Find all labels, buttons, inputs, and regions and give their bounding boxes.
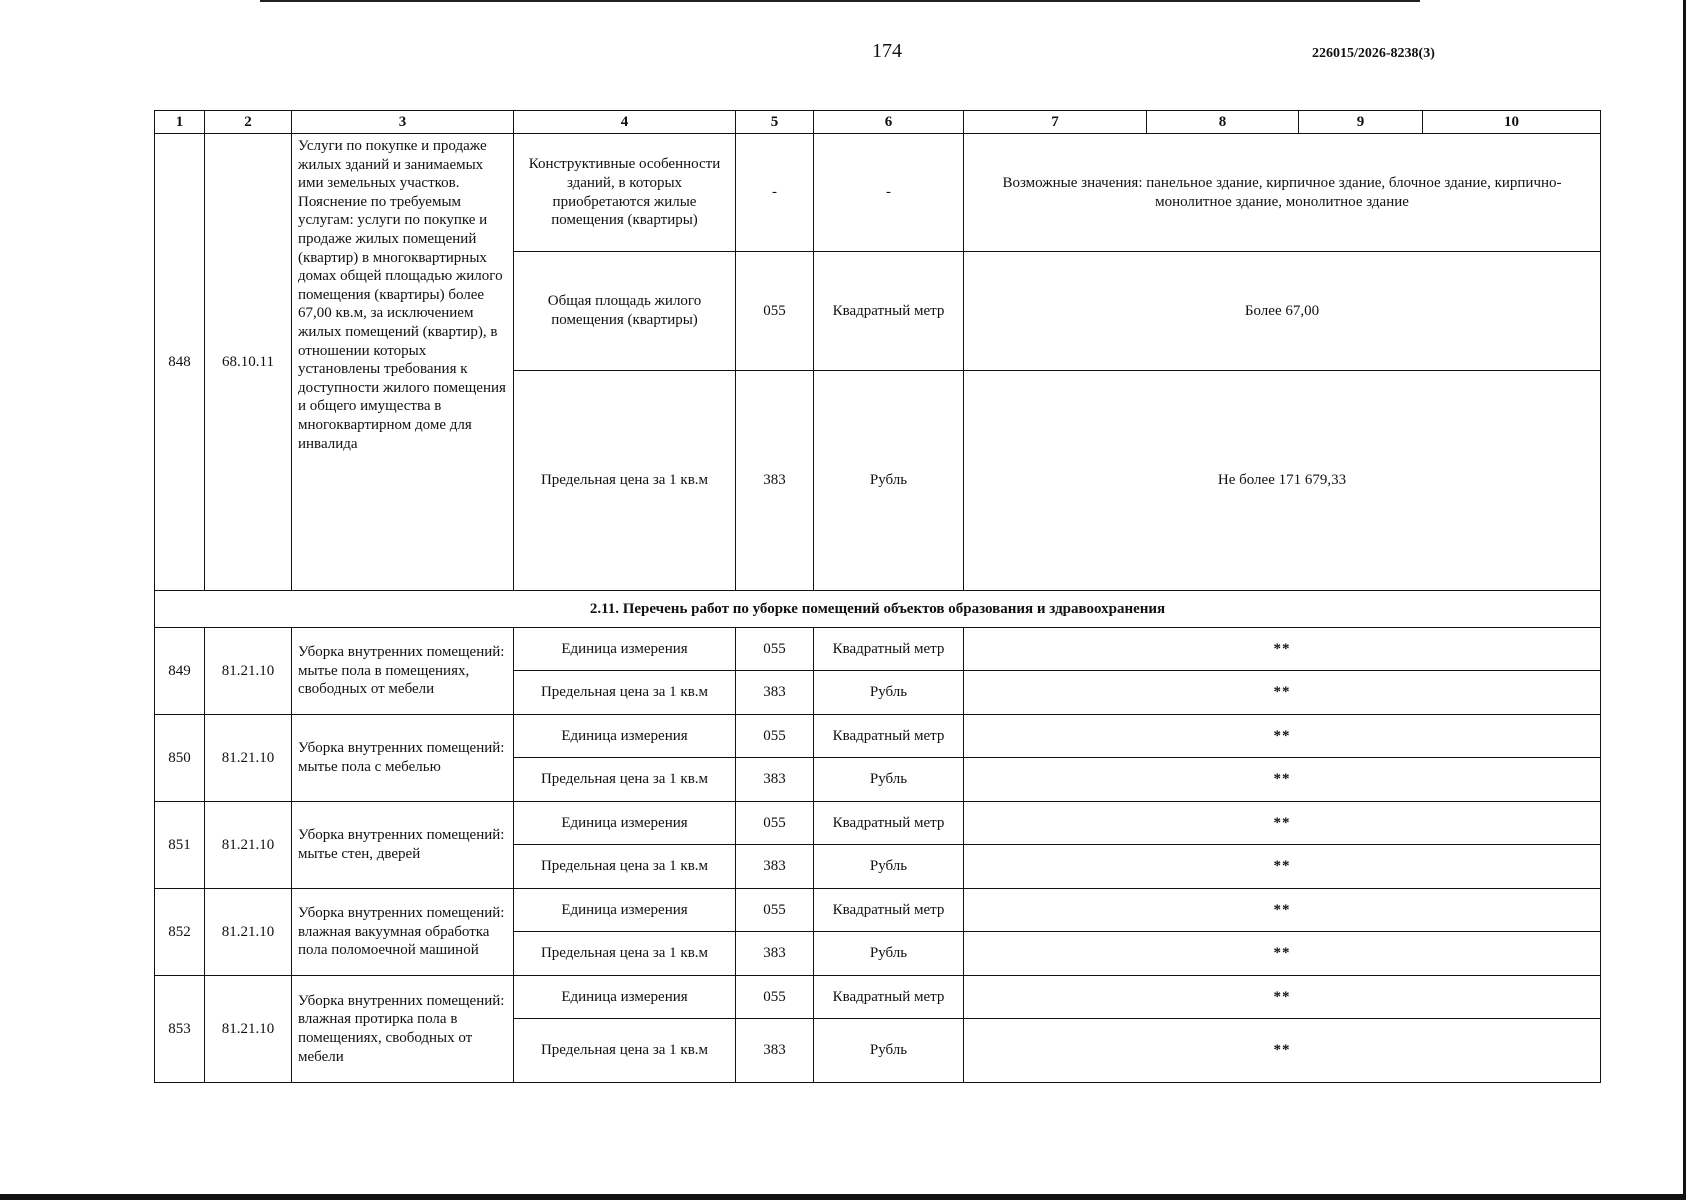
unit-name: Рубль <box>814 671 964 715</box>
characteristic-name: Единица измерения <box>514 976 736 1019</box>
column-header: 5 <box>736 111 814 134</box>
unit-name: Квадратный метр <box>814 715 964 758</box>
characteristic-name: Предельная цена за 1 кв.м <box>514 932 736 976</box>
section-title: 2.11. Перечень работ по уборке помещений объектов образования и здравоохранения <box>155 591 1601 628</box>
characteristic-name: Предельная цена за 1 кв.м <box>514 845 736 889</box>
item-description: Уборка внутренних помещений: мытье пола с мебелью <box>292 715 514 802</box>
column-header: 9 <box>1299 111 1423 134</box>
section-header-row <box>155 591 1601 628</box>
column-header: 1 <box>155 111 205 134</box>
characteristic-value: ** <box>964 628 1601 671</box>
unit-name: Квадратный метр <box>814 252 964 371</box>
column-header: 4 <box>514 111 736 134</box>
table-row <box>155 134 1601 252</box>
okpd-code: 81.21.10 <box>205 889 292 976</box>
okei-code: 055 <box>736 889 814 932</box>
okei-code: 383 <box>736 1019 814 1083</box>
characteristic-value: Не более 171 679,33 <box>964 371 1601 591</box>
characteristic-name: Предельная цена за 1 кв.м <box>514 371 736 591</box>
unit-name: Рубль <box>814 1019 964 1083</box>
unit-name: Рубль <box>814 371 964 591</box>
characteristic-name: Единица измерения <box>514 802 736 845</box>
item-description: Уборка внутренних помещений: влажная вакуумная обработка пола поломоечной машиной <box>292 889 514 976</box>
column-header: 3 <box>292 111 514 134</box>
row-number: 852 <box>155 889 205 976</box>
document-code: 226015/2026-8238(3) <box>1312 46 1435 61</box>
row-number: 851 <box>155 802 205 889</box>
item-description: Уборка внутренних помещений: влажная протирка пола в помещениях, свободных от мебели <box>292 976 514 1083</box>
characteristic-name: Общая площадь жилого помещения (квартиры) <box>514 252 736 371</box>
okpd-code: 81.21.10 <box>205 976 292 1083</box>
column-number-row <box>155 111 1601 134</box>
okei-code: 383 <box>736 845 814 889</box>
okpd-code: 81.21.10 <box>205 628 292 715</box>
unit-name: Рубль <box>814 932 964 976</box>
okei-code: 055 <box>736 252 814 371</box>
row-number: 850 <box>155 715 205 802</box>
unit-name: Квадратный метр <box>814 976 964 1019</box>
characteristic-value: ** <box>964 671 1601 715</box>
page-number: 174 <box>872 40 902 62</box>
characteristic-name: Предельная цена за 1 кв.м <box>514 758 736 802</box>
characteristic-value: ** <box>964 758 1601 802</box>
unit-name: Рубль <box>814 758 964 802</box>
unit-name: Рубль <box>814 845 964 889</box>
characteristic-value: ** <box>964 976 1601 1019</box>
price-table <box>154 110 1601 1083</box>
row-number: 849 <box>155 628 205 715</box>
characteristic-value: ** <box>964 715 1601 758</box>
characteristic-value: ** <box>964 889 1601 932</box>
characteristic-name: Единица измерения <box>514 715 736 758</box>
table-row <box>155 628 1601 671</box>
table-row <box>155 889 1601 932</box>
row-number: 853 <box>155 976 205 1083</box>
unit-name: Квадратный метр <box>814 628 964 671</box>
characteristic-value: ** <box>964 802 1601 845</box>
column-header: 8 <box>1147 111 1299 134</box>
table-row <box>155 715 1601 758</box>
column-header: 2 <box>205 111 292 134</box>
unit-name: Квадратный метр <box>814 802 964 845</box>
okei-code: 383 <box>736 932 814 976</box>
okpd-code: 81.21.10 <box>205 802 292 889</box>
column-header: 7 <box>964 111 1147 134</box>
unit-name: Квадратный метр <box>814 889 964 932</box>
characteristic-value: ** <box>964 845 1601 889</box>
okei-code: 055 <box>736 976 814 1019</box>
characteristic-value: Более 67,00 <box>964 252 1601 371</box>
item-description: Уборка внутренних помещений: мытье стен, дверей <box>292 802 514 889</box>
top-border-line <box>260 0 1420 2</box>
characteristic-name: Конструктивные особенности зданий, в которых приобретаются жилые помещения (квартиры) <box>514 134 736 252</box>
scan-bottom-edge <box>0 1194 1686 1200</box>
okei-code: 055 <box>736 715 814 758</box>
column-header: 10 <box>1423 111 1601 134</box>
table-row <box>155 802 1601 845</box>
okei-code: 383 <box>736 758 814 802</box>
table-row <box>155 976 1601 1019</box>
characteristic-name: Единица измерения <box>514 889 736 932</box>
okei-code: - <box>736 134 814 252</box>
unit-name: - <box>814 134 964 252</box>
characteristic-name: Предельная цена за 1 кв.м <box>514 1019 736 1083</box>
okei-code: 383 <box>736 671 814 715</box>
characteristic-name: Предельная цена за 1 кв.м <box>514 671 736 715</box>
characteristic-value: Возможные значения: панельное здание, кирпичное здание, блочное здание, кирпично-монолитное здание, монолитное здание <box>964 134 1601 252</box>
okpd-code: 68.10.11 <box>205 134 292 591</box>
column-header: 6 <box>814 111 964 134</box>
okpd-code: 81.21.10 <box>205 715 292 802</box>
characteristic-name: Единица измерения <box>514 628 736 671</box>
characteristic-value: ** <box>964 1019 1601 1083</box>
item-description: Услуги по покупке и продаже жилых зданий и занимаемых ими земельных участков. Пояснение по требуемым услугам: услуги по покупке и продаже жилых помещений (квартир) в многоквартирных домах общей площадью жилого помещения (квартиры) более 67,00 кв.м, за исключением жилых помещений (квартир), в отношении которых установлены требования к доступности жилого помещения и общего имущества в многоквартирном доме для инвалида <box>292 134 514 591</box>
okei-code: 055 <box>736 628 814 671</box>
characteristic-value: ** <box>964 932 1601 976</box>
row-number: 848 <box>155 134 205 591</box>
okei-code: 055 <box>736 802 814 845</box>
okei-code: 383 <box>736 371 814 591</box>
item-description: Уборка внутренних помещений: мытье пола в помещениях, свободных от мебели <box>292 628 514 715</box>
